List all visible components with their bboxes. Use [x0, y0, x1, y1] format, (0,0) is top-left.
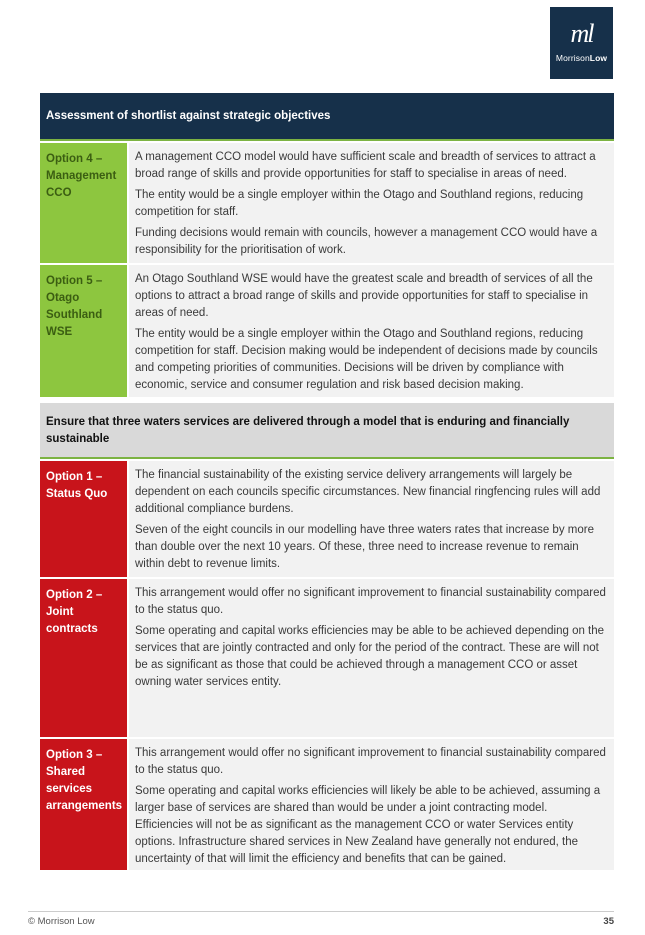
page-number: 35 [603, 916, 614, 927]
table-row [40, 143, 614, 263]
row-label: Option 2 – Joint contracts [40, 579, 127, 737]
logo-wordmark: MorrisonLow [555, 53, 608, 63]
row-label: Option 1 – Status Quo [40, 461, 127, 577]
morrison-low-logo [550, 7, 613, 79]
row-text: The financial sustainability of the existing service delivery arrangements will largely be dependent on each councils specific circumstances. New financial ringfencing rules will add additional compliance burdens. Seven of the eight councils in our modelling have three waters rates that increase by more than double over the next 10 years. Of these, three need to increase revenue to remain within debt to revenue limits. [129, 461, 614, 577]
row-text: A management CCO model would have sufficient scale and breadth of services to attract a broad range of skills and provide opportunities for staff to specialise in areas of need. The entity would be a single employer within the Otago and Southland regions, reducing competition for staff. Funding decisions would remain with councils, however a management CCO would have a responsibility for the prioritisation of work. [129, 143, 614, 263]
table-row [40, 579, 614, 737]
row-label: Option 5 – Otago Southland WSE [40, 265, 127, 397]
page-footer [28, 911, 614, 927]
row-text: This arrangement would offer no significant improvement to financial sustainability compared to the status quo. Some operating and capital works efficiencies may be able to be achieved depending on the services that are jointly contracted and only for the period of the contract. These are will not be as significant as those that could be achieved through a management CCO or asset owning water services entity. [129, 579, 614, 737]
table-header: Assessment of shortlist against strategic objectives [40, 93, 614, 141]
table-row [40, 265, 614, 397]
assessment-table [40, 93, 614, 870]
row-text: An Otago Southland WSE would have the greatest scale and breadth of services of all the options to attract a broad range of skills and provide opportunities for staff to specialise in areas of need. The entity would be a single employer within the Otago and Southland regions, reducing competition for staff. Decision making would be independent of decisions made by councils and competing priorities of communities. Decisions will be driven by compliance with economic, service and consumer regulation and risk based decision making. [129, 265, 614, 397]
section-heading: Ensure that three waters services are delivered through a model that is enduring and financially sustainable [40, 403, 614, 459]
row-text: This arrangement would offer no significant improvement to financial sustainability compared to the status quo. Some operating and capital works efficiencies will likely be able to be achieved, assuming a larger base of services are shared than would be under a joint contracting model. Efficiencies will not be as significant as the management CCO or water Services entity options. Infrastructure shared services in New Zealand have generally not endured, the uncertainty of that will limit the efficiency and benefits that can be gained. [129, 739, 614, 870]
footer-copyright: © Morrison Low [28, 916, 95, 927]
table-row [40, 739, 614, 870]
row-label: Option 3 – Shared services arrangements [40, 739, 127, 870]
row-label: Option 4 – Management CCO [40, 143, 127, 263]
logo-mark: ml [570, 19, 593, 48]
table-row [40, 461, 614, 577]
